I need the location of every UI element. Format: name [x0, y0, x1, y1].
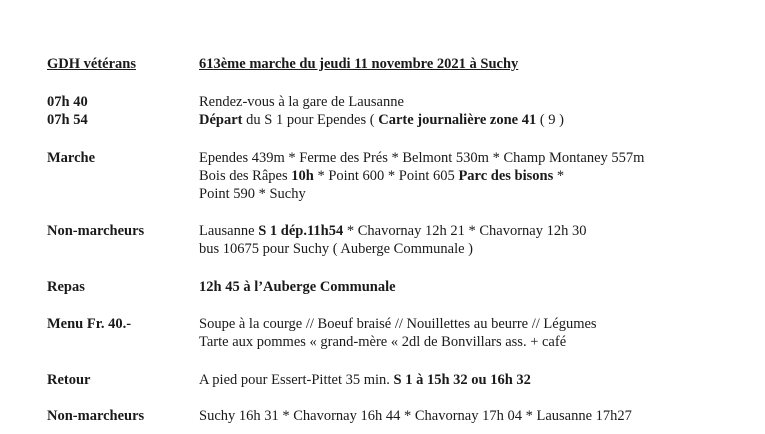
retour-text [199, 371, 531, 389]
ticket-text: Carte journalière zone 41 [378, 112, 537, 128]
rendezvous-text: Rendez-vous à la gare de Lausanne [199, 94, 404, 110]
marche-line-2-e: * [553, 168, 565, 184]
retour-text-b: S 1 à 15h 32 ou 16h 32 [393, 372, 531, 388]
non-marcheurs-line-1-b: S 1 dép.11h54 [258, 223, 344, 239]
menu-line-1: Soupe à la courge // Boeuf braisé // Nouillettes au beurre // Légumes [199, 316, 597, 332]
marche-line-1: Ependes 439m * Ferme des Prés * Belmont 530m * Champ Montaney 557m [199, 150, 645, 166]
menu-label: Menu Fr. 40.- [47, 316, 132, 332]
depart-text [199, 111, 564, 129]
marche-line-2 [199, 167, 564, 185]
marche-line-3: Point 590 * Suchy [199, 186, 306, 202]
group-heading: GDH vétérans [47, 56, 136, 72]
menu-line-2: Tarte aux pommes « grand-mère « 2dl de Bonvillars ass. + café [199, 334, 567, 350]
retour-text-a: A pied pour Essert-Pittet 35 min. [199, 372, 394, 388]
repas-text: 12h 45 à l’Auberge Communale [199, 279, 396, 295]
depart-word: Départ [199, 112, 243, 128]
retour-label: Retour [47, 372, 91, 388]
marche-line-2-a: Bois des Râpes [199, 168, 292, 184]
rendezvous-time: 07h 40 [47, 94, 88, 110]
marche-line-2-c: * Point 600 * Point 605 [313, 168, 459, 184]
marche-label: Marche [47, 150, 96, 166]
non-marcheurs-line-2: bus 10675 pour Suchy ( Auberge Communale ) [199, 241, 473, 257]
event-title: 613ème marche du jeudi 11 novembre 2021 à Suchy [199, 56, 519, 72]
participant-count: ( 9 ) [536, 112, 564, 128]
non-marcheurs-line-1-a: Lausanne [199, 223, 259, 239]
non-marcheurs-label-1: Non-marcheurs [47, 223, 145, 239]
non-marcheurs-label-2: Non-marcheurs [47, 408, 145, 424]
depart-mid: du S 1 pour Ependes ( [242, 112, 379, 128]
marche-line-2-b: 10h [291, 168, 314, 184]
non-marcheurs-line-1-c: * Chavornay 12h 21 * Chavornay 12h 30 [343, 223, 587, 239]
depart-time: 07h 54 [47, 112, 88, 128]
repas-label: Repas [47, 279, 85, 295]
non-marcheurs-return-text: Suchy 16h 31 * Chavornay 16h 44 * Chavornay 17h 04 * Lausanne 17h27 [199, 408, 632, 424]
marche-line-2-d: Parc des bisons [458, 168, 554, 184]
non-marcheurs-line-1 [199, 222, 586, 240]
